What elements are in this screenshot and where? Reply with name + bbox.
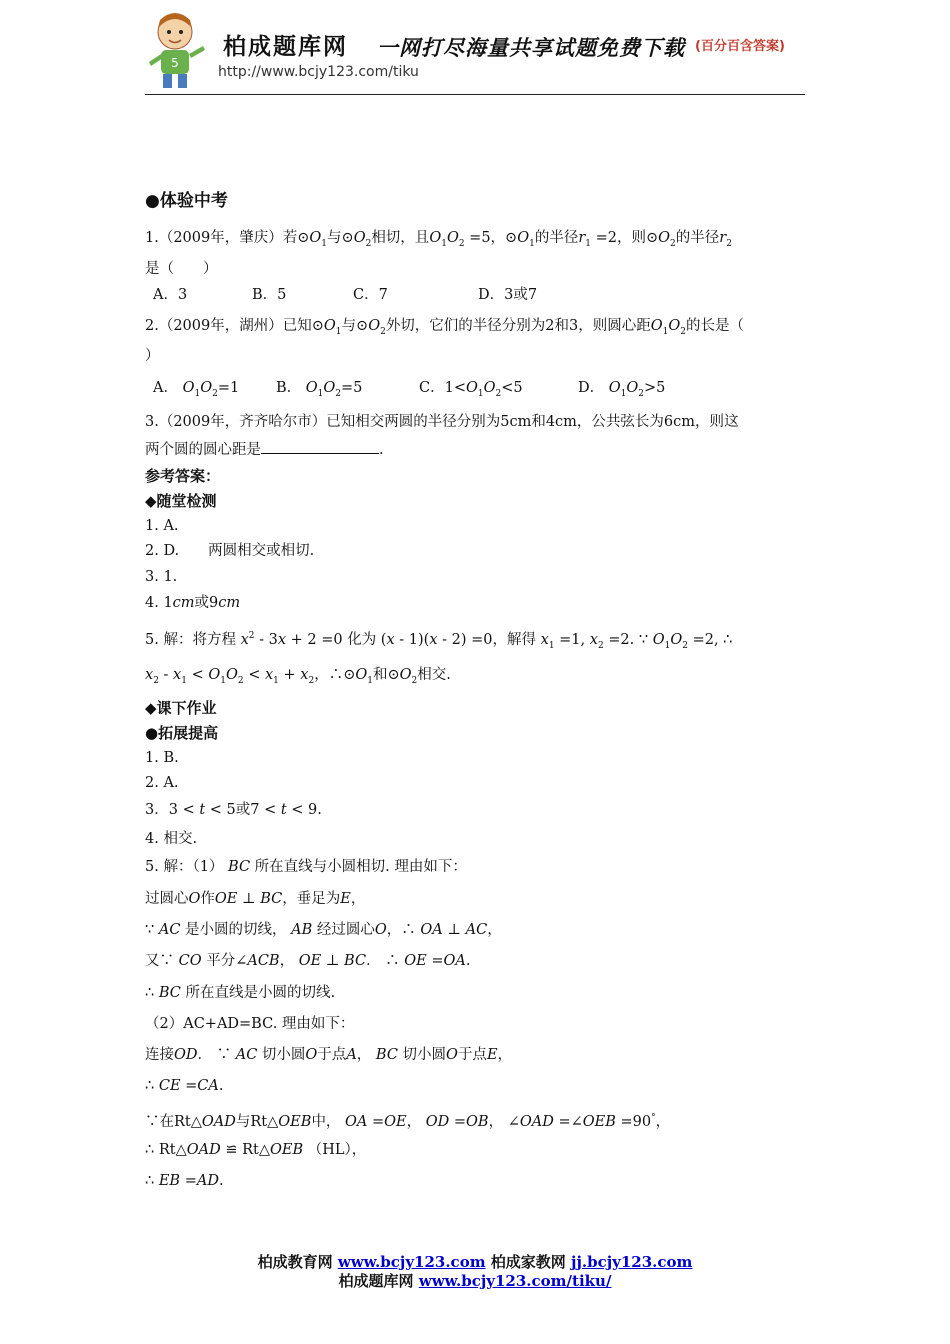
brand-slogan: 一网打尽海量共享试题免费下载 (377, 35, 685, 60)
question-3: 3.（2009年，齐齐哈尔市）已知相交两圆的半径分别为5cm和4cm，公共弦长为6cm，则这 (145, 414, 739, 430)
answer-blank[interactable] (261, 441, 379, 454)
brand-title: 柏成题库网 (223, 33, 348, 60)
suitang-answer-3: 3. 1. (145, 569, 178, 585)
tuozhan-answer-5: 5. 解：（1） BC 所在直线与小圆相切. 理由如下： (145, 859, 467, 875)
proof-part-2: （2）AC+AD=BC. 理由如下： (145, 1016, 355, 1032)
suitang-answer-2: 2. D. 两圆相交或相切. (145, 543, 315, 559)
question-1: 1.（2009年，肇庆）若$⊙O_1$与$⊙O_2$相切，且$O_1O_2 =5$，$⊙O_1$的半径$r_1 =2$，则$⊙O_2$的半径$r_2$ (145, 230, 732, 249)
section-kexia: ◆课下作业 (145, 699, 217, 717)
section-tuozhan: ●拓展提高 (145, 724, 219, 742)
question-3-line2: 两个圆的圆心距是 . (145, 442, 384, 458)
footer-line-1: 柏成教育网 www.bcjy123.com 柏成家教网 jj.bcjy123.com (257, 1253, 693, 1271)
footer-link-tiku[interactable]: www.bcjy123.com/tiku/ (418, 1272, 612, 1290)
footer-link-bcjy[interactable]: www.bcjy123.com (337, 1253, 486, 1271)
proof-line-8: ∴ Rt△OAD ≌ Rt△OEB （HL）， (145, 1142, 367, 1158)
tuozhan-answer-3: 3．3 < t < 5或7 < t < 9. (145, 802, 322, 818)
proof-line-6: ∴ CE =CA. (145, 1078, 224, 1094)
tuozhan-answer-1: 1. B. (145, 750, 179, 766)
proof-line-4: ∴ BC 所在直线是小圆的切线. (145, 985, 336, 1001)
suitang-answer-5-line2: $x_2 - x_1 < O_1O_2 < x_1 + x_2$，$\therefore⊙O_1$和$⊙O_2$相交. (145, 667, 451, 686)
question-1-tail: 是（ ） (145, 261, 218, 277)
section-suitang: ◆随堂检测 (145, 492, 217, 510)
footer-line-2: 柏成题库网 www.bcjy123.com/tiku/ (338, 1272, 612, 1290)
proof-line-3: 又∵ CO 平分∠ACB， OE ⊥ BC． ∴ OE =OA. (145, 953, 471, 969)
header-url[interactable]: http://www.bcjy123.com/tiku (218, 64, 419, 80)
tuozhan-answer-4: 4. 相交. (145, 831, 198, 847)
proof-line-9: ∴ EB =AD. (145, 1173, 224, 1189)
proof-line-5: 连接OD． ∵ AC 切小圆O于点A， BC 切小圆O于点E， (145, 1047, 513, 1063)
proof-line-7: ∵在Rt△OAD与Rt△OEB中， OA =OE， OD =OB， ∠OAD =∠OEB =90°， (145, 1113, 671, 1130)
suitang-answer-1: 1. A. (145, 518, 179, 534)
question-2-close: ） (145, 348, 160, 364)
question-2: 2.（2009年，湖州）已知$⊙O_1$与$⊙O_2$外切，它们的半径分别为2和3，则圆心距$O_1O_2$的长是（ (145, 318, 745, 337)
svg-text:5: 5 (171, 56, 179, 70)
suitang-answer-4: 4. 1cm或9cm (145, 595, 241, 611)
suitang-answer-5: 5. 解：将方程 $x^2 - 3x + 2 =0$ 化为 (x - 1)(x - 2) =0，解得 $x_1 =1$, $x_2 =2$. ∵ $O_1O_2 =2$, ∴ (145, 631, 733, 651)
section-tiyan: ●体验中考 (145, 191, 228, 211)
answer-badge: (百分百含答案) (695, 39, 785, 54)
proof-line-1: 过圆心O作OE ⊥ BC，垂足为E， (145, 891, 366, 907)
tuozhan-answer-2: 2. A. (145, 775, 179, 791)
mascot-logo (145, 10, 213, 90)
footer-link-jj[interactable]: jj.bcjy123.com (571, 1253, 693, 1271)
page-header (145, 8, 805, 95)
section-cankao: 参考答案： (145, 467, 221, 485)
proof-line-2: ∵ AC 是小圆的切线， AB 经过圆心O，∴ OA ⊥ AC， (145, 922, 502, 938)
